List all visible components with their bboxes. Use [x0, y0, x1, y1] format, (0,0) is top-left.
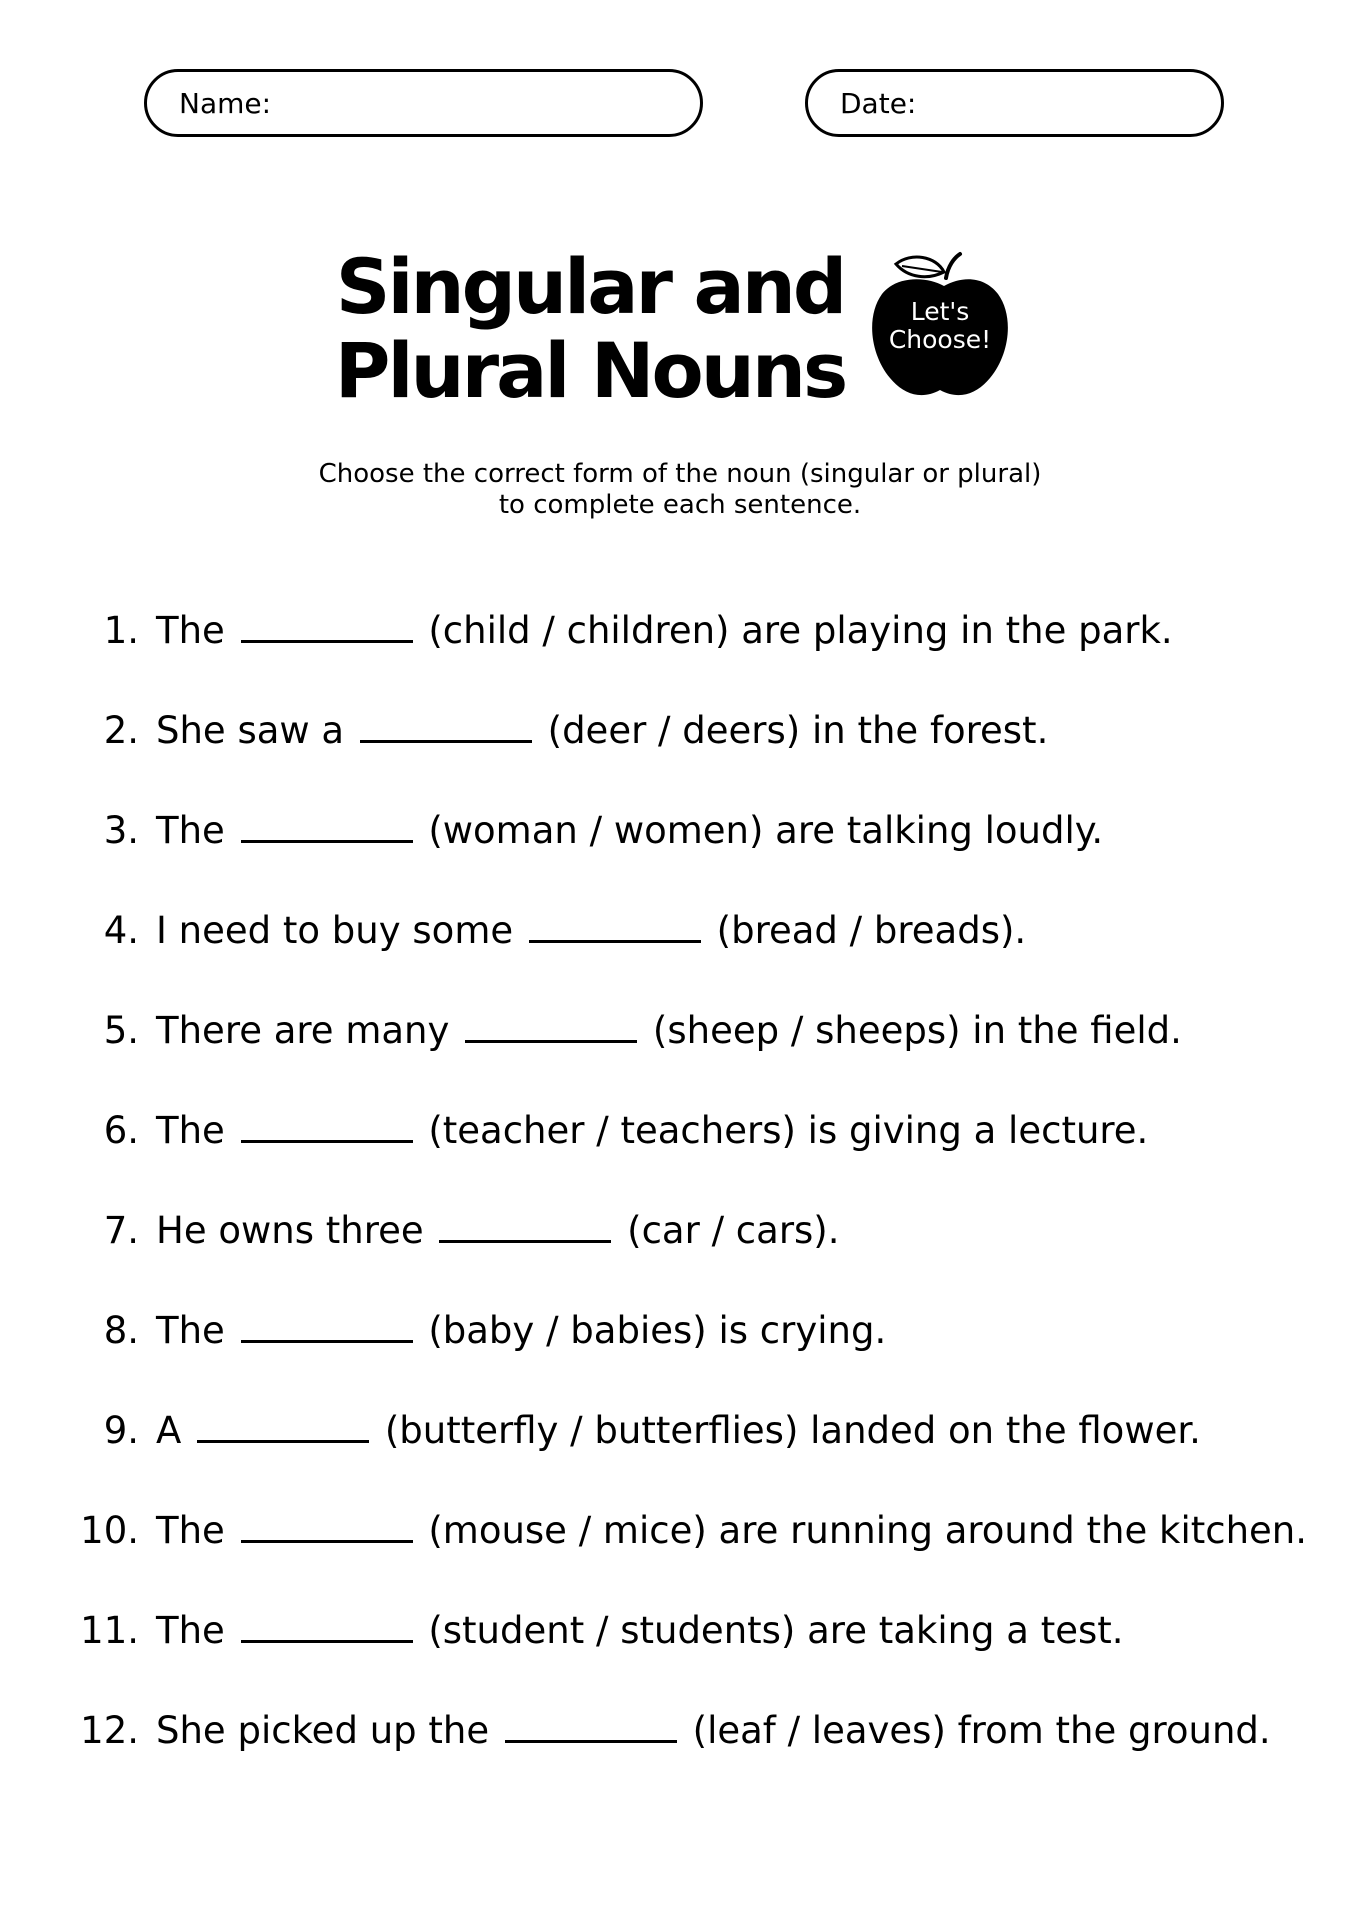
name-label: Name:: [179, 86, 272, 120]
question-after: (sheep / sheeps) in the field.: [641, 1009, 1182, 1052]
answer-blank[interactable]: [360, 704, 532, 743]
date-label: Date:: [840, 86, 917, 120]
question-after: (bread / breads).: [704, 909, 1027, 952]
question-before: She picked up the: [156, 1709, 501, 1752]
title-line-2: Plural Nouns: [334, 326, 846, 415]
question-text: [156, 901, 1026, 961]
question-after: (teacher / teachers) is giving a lecture.: [416, 1109, 1149, 1152]
question-after: (leaf / leaves) from the ground.: [680, 1709, 1271, 1752]
answer-blank[interactable]: [241, 1504, 413, 1543]
question-before: The: [156, 1609, 237, 1652]
question-text: [156, 701, 1048, 761]
question-number: 7.: [103, 1209, 139, 1252]
question-after: (woman / women) are talking loudly.: [416, 809, 1104, 852]
question-before: I need to buy some: [156, 909, 525, 952]
page-title: [330, 242, 850, 415]
question-number: 1.: [103, 609, 139, 652]
badge-line-1: Let's: [910, 297, 970, 326]
answer-blank[interactable]: [241, 1304, 413, 1343]
answer-blank[interactable]: [529, 904, 701, 943]
badge-text: [866, 298, 1014, 354]
question-item: [0, 1501, 1359, 1561]
question-text: [156, 1701, 1271, 1761]
question-text: [156, 1301, 886, 1361]
question-number: 3.: [103, 809, 139, 852]
question-before: She saw a: [156, 709, 356, 752]
answer-blank[interactable]: [465, 1004, 637, 1043]
question-before: A: [156, 1409, 194, 1452]
question-after: (student / students) are taking a test.: [416, 1609, 1124, 1652]
question-text: [156, 1201, 840, 1261]
question-item: [0, 1401, 1359, 1461]
answer-blank[interactable]: [241, 1604, 413, 1643]
question-number: 6.: [103, 1109, 139, 1152]
question-item: [0, 1601, 1359, 1661]
question-number: 5.: [103, 1009, 139, 1052]
question-after: (butterfly / butterflies) landed on the flower.: [373, 1409, 1201, 1452]
question-item: [0, 1701, 1359, 1761]
question-after: (baby / babies) is crying.: [416, 1309, 887, 1352]
question-text: [156, 801, 1103, 861]
answer-blank[interactable]: [197, 1404, 369, 1443]
answer-blank[interactable]: [439, 1204, 611, 1243]
question-before: There are many: [156, 1009, 462, 1052]
question-number: 12.: [80, 1709, 139, 1752]
question-after: (deer / deers) in the forest.: [535, 709, 1049, 752]
question-after: (child / children) are playing in the park.: [416, 609, 1173, 652]
answer-blank[interactable]: [241, 1104, 413, 1143]
title-line-1: Singular and: [335, 242, 845, 331]
question-item: [0, 1201, 1359, 1261]
question-item: [0, 1101, 1359, 1161]
question-before: The: [156, 809, 237, 852]
question-text: [156, 1601, 1124, 1661]
question-number: 4.: [103, 909, 139, 952]
question-before: The: [156, 1509, 237, 1552]
question-item: [0, 1001, 1359, 1061]
name-field[interactable]: [144, 69, 703, 137]
question-before: The: [156, 1109, 237, 1152]
question-before: The: [156, 609, 237, 652]
answer-blank[interactable]: [241, 604, 413, 643]
apple-icon: [866, 250, 1014, 402]
question-text: [156, 1101, 1148, 1161]
question-item: [0, 901, 1359, 961]
question-number: 9.: [103, 1409, 139, 1452]
question-number: 10.: [80, 1509, 139, 1552]
answer-blank[interactable]: [505, 1704, 677, 1743]
question-text: [156, 1501, 1307, 1561]
question-number: 11.: [80, 1609, 139, 1652]
instructions-line-2: to complete each sentence.: [498, 490, 862, 520]
question-before: The: [156, 1309, 237, 1352]
instructions-line-1: Choose the correct form of the noun (singular or plural): [318, 459, 1042, 489]
answer-blank[interactable]: [241, 804, 413, 843]
question-item: [0, 801, 1359, 861]
instructions: [230, 459, 1130, 521]
question-before: He owns three: [156, 1209, 436, 1252]
question-text: [156, 1401, 1201, 1461]
question-number: 2.: [103, 709, 139, 752]
question-text: [156, 1001, 1182, 1061]
question-after: (mouse / mice) are running around the kitchen.: [416, 1509, 1308, 1552]
question-item: [0, 601, 1359, 661]
question-number: 8.: [103, 1309, 139, 1352]
question-item: [0, 701, 1359, 761]
question-after: (car / cars).: [615, 1209, 840, 1252]
badge-line-2: Choose!: [888, 325, 992, 354]
date-field[interactable]: [805, 69, 1224, 137]
question-item: [0, 1301, 1359, 1361]
question-text: [156, 601, 1173, 661]
